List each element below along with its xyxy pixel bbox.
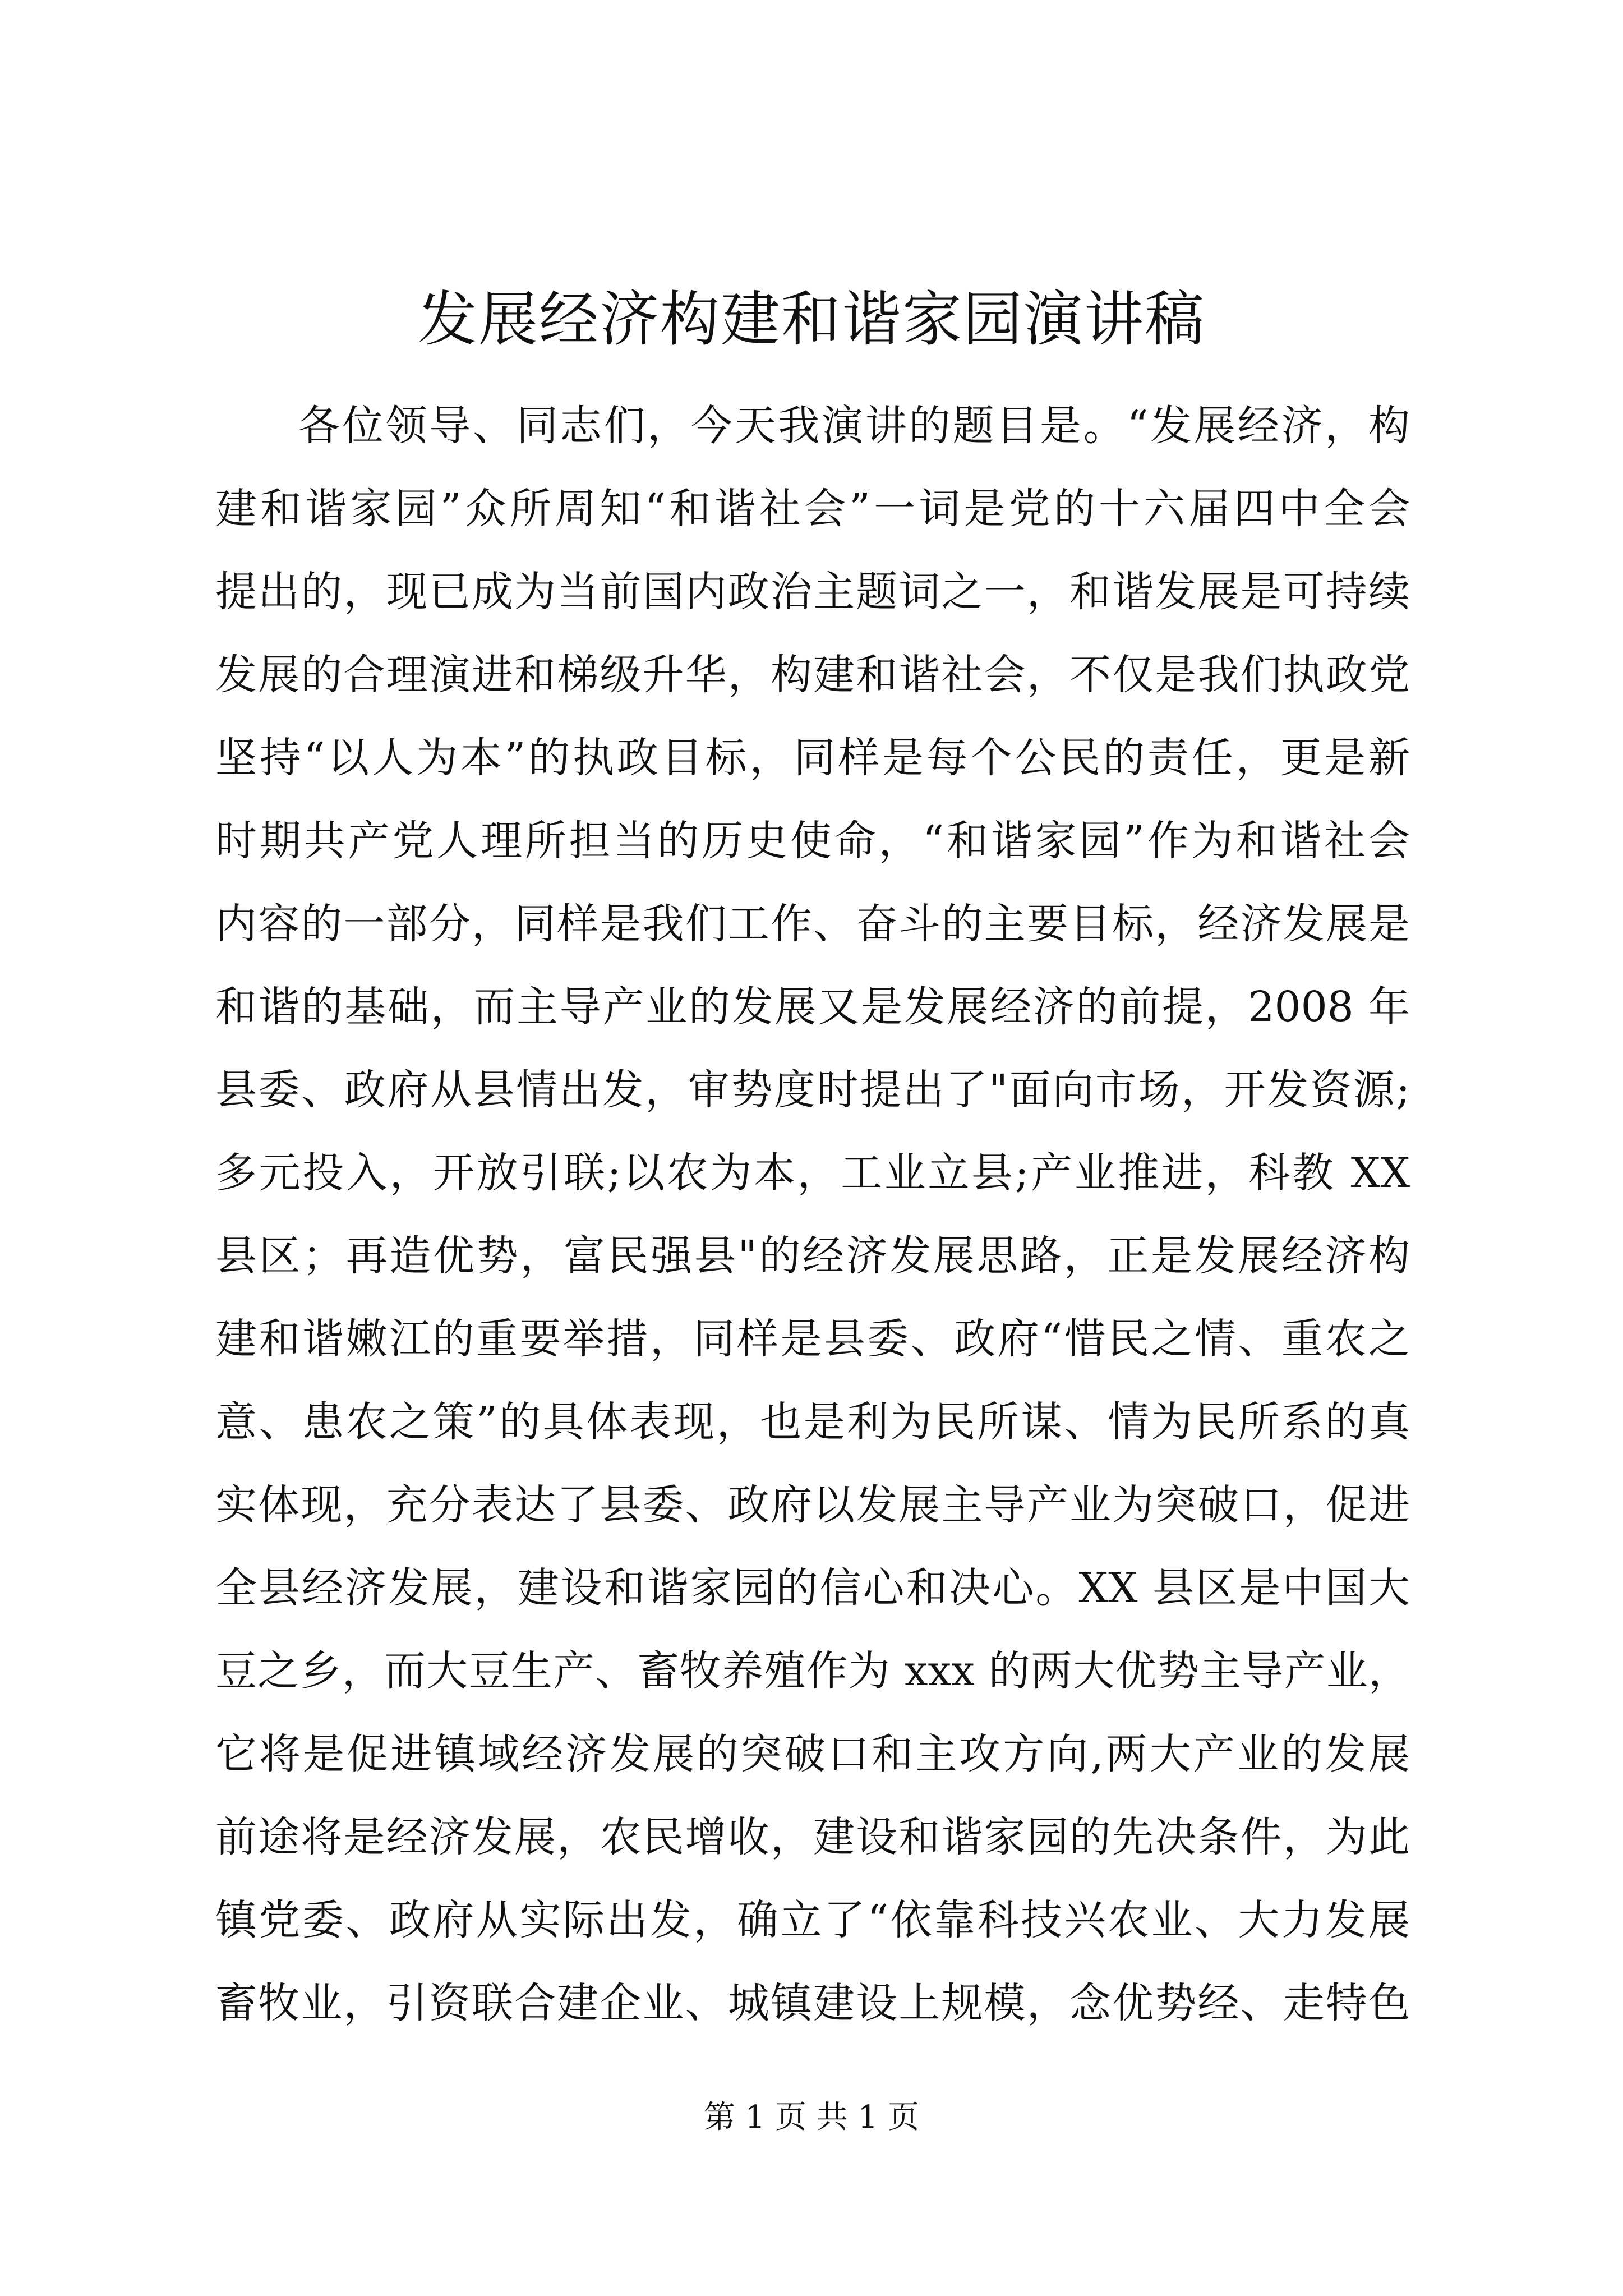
body-line: 时期共产党人理所担当的历史使命，“和谐家园”作为和谐社会 [215, 817, 1410, 865]
body-line: 提出的，现已成为当前国内政治主题词之一，和谐发展是可持续 [215, 568, 1410, 616]
body-line: 全县经济发展，建设和谐家园的信心和决心。XX 县区是中国大 [215, 1564, 1410, 1612]
body-line: 实体现，充分表达了县委、政府以发展主导产业为突破口，促进 [215, 1481, 1410, 1529]
body-line: 豆之乡，而大豆生产、畜牧养殖作为 xxx 的两大优势主导产业， [215, 1647, 1410, 1695]
body-line: 坚持“以人为本”的执政目标，同样是每个公民的责任，更是新 [215, 734, 1410, 782]
body-line: 县区；再造优势，富民强县"的经济发展思路，正是发展经济构 [215, 1232, 1410, 1280]
body-line: 内容的一部分，同样是我们工作、奋斗的主要目标，经济发展是 [215, 900, 1410, 948]
body-line: 县委、政府从县情出发，审势度时提出了"面向市场，开发资源; [215, 1066, 1410, 1114]
body-line: 发展的合理演进和梯级升华，构建和谐社会，不仅是我们执政党 [215, 651, 1410, 699]
body-line: 镇党委、政府从实际出发，确立了“依靠科技兴农业、大力发展 [215, 1896, 1410, 1944]
document-body [215, 384, 1410, 2045]
body-line: 畜牧业，引资联合建企业、城镇建设上规模，念优势经、走特色 [215, 1979, 1410, 2027]
body-line: 各位领导、同志们，今天我演讲的题目是。“发展经济，构 [298, 402, 1410, 450]
body-line: 前途将是经济发展，农民增收，建设和谐家园的先决条件，为此 [215, 1813, 1410, 1861]
body-line: 意、患农之策”的具体表现，也是利为民所谋、情为民所系的真 [215, 1398, 1410, 1446]
body-line: 建和谐嫩江的重要举措，同样是县委、政府“惜民之情、重农之 [215, 1315, 1410, 1363]
body-line: 它将是促进镇域经济发展的突破口和主攻方向,两大产业的发展 [215, 1730, 1410, 1778]
body-line: 建和谐家园”众所周知“和谐社会”一词是党的十六届四中全会 [215, 485, 1410, 533]
document-title: 发展经济构建和谐家园演讲稿 [418, 285, 1205, 354]
body-line: 多元投入，开放引联;以农为本，工业立县;产业推进，科教 XX [215, 1149, 1410, 1197]
body-line: 和谐的基础，而主导产业的发展又是发展经济的前提，2008 年 [215, 983, 1410, 1031]
page-footer: 第 1 页 共 1 页 [703, 2099, 920, 2136]
